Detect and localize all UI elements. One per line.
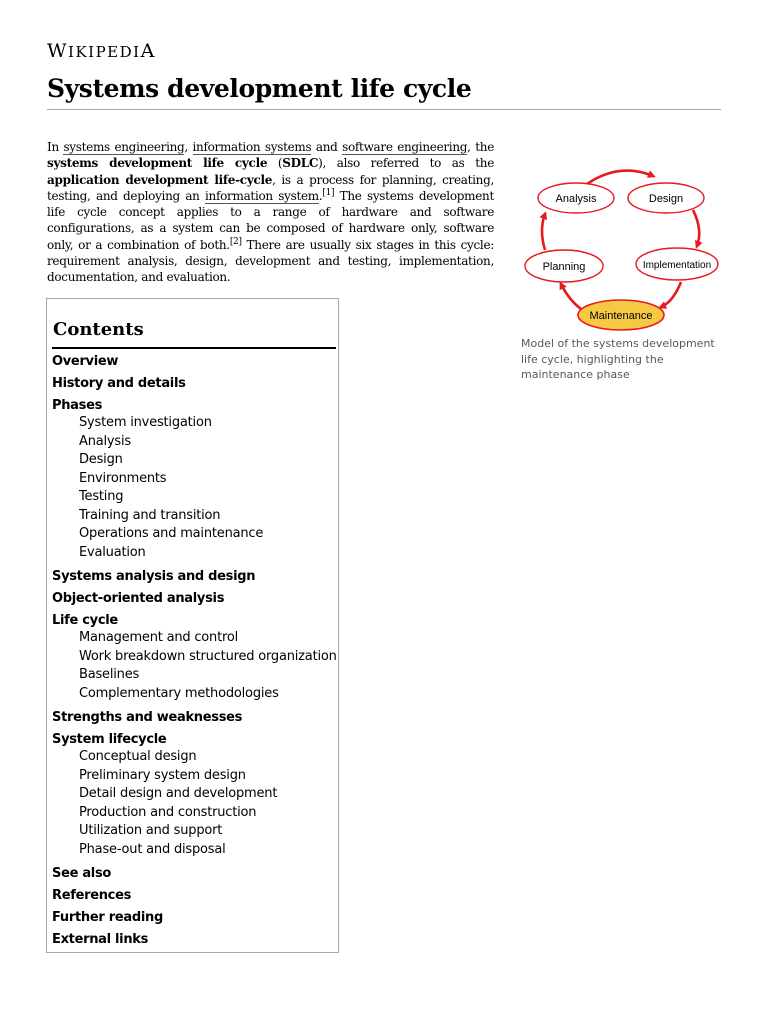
title-divider	[47, 109, 721, 110]
intro-paragraph	[47, 139, 494, 286]
toc-divider	[52, 347, 336, 349]
intro-text: The systems development life cycle concept applies to a range of hardware and software configurations, as a system can be composed of hardware only, software only, or a combination of both.	[47, 188, 494, 252]
stage-implementation-label: Implementation	[642, 260, 712, 271]
stage-design-label: Design	[648, 193, 684, 205]
toc-item[interactable]: Strengths and weaknesses	[52, 710, 243, 725]
stage-maintenance	[578, 300, 664, 330]
toc-item[interactable]: Further reading	[52, 910, 163, 925]
toc-subitem[interactable]: Utilization and support	[79, 823, 223, 838]
toc-item[interactable]: History and details	[52, 376, 186, 391]
intro-text: , is a process for planning, creating, testing, and deploying an	[47, 172, 494, 203]
intro-text: ,	[184, 140, 193, 154]
stage-analysis	[538, 183, 614, 213]
intro-text: ), also referred to as the	[318, 156, 494, 171]
intro-text: (	[267, 156, 283, 171]
intro-text: , the	[467, 140, 494, 154]
link-information-systems[interactable]: information systems	[192, 140, 312, 154]
toc-item[interactable]: References	[52, 888, 132, 903]
stage-analysis-label: Analysis	[555, 193, 597, 205]
link-systems-engineering[interactable]: systems engineering	[63, 140, 185, 154]
toc-subitem[interactable]: Design	[79, 452, 123, 467]
toc-item[interactable]: Systems analysis and design	[52, 569, 256, 584]
toc-item[interactable]: Overview	[52, 354, 119, 369]
sdlc-cycle-svg	[521, 164, 721, 334]
toc-subitem[interactable]: Operations and maintenance	[79, 526, 264, 541]
arrow-analysis-to-design	[587, 171, 653, 184]
toc-item[interactable]: Phases	[52, 398, 103, 413]
logo-letter-w: W	[47, 40, 69, 62]
toc-subitem[interactable]: Complementary methodologies	[79, 685, 279, 701]
citation-2[interactable]: [2]	[229, 236, 242, 247]
toc-item[interactable]: Life cycle	[52, 613, 118, 628]
toc-item[interactable]: Object-oriented analysis	[52, 591, 225, 606]
toc-subitem[interactable]: Production and construction	[79, 804, 257, 820]
toc-subitem[interactable]: Analysis	[79, 433, 131, 449]
arrow-design-to-implementation	[693, 210, 699, 246]
intro-text: In	[47, 140, 64, 154]
term-sdlc-abbr: SDLC	[282, 156, 319, 171]
stage-planning-label: Planning	[542, 261, 586, 273]
toc-subitem[interactable]: System investigation	[79, 415, 212, 430]
intro-text: There are usually six stages in this cycle: requirement analysis, design, development and testing, implementation, documentation, and evaluation.	[47, 237, 494, 285]
term-application-lifecycle: application development life-cycle	[47, 172, 273, 187]
stage-planning	[525, 250, 603, 282]
page-title: Systems development life cycle	[47, 74, 472, 103]
logo-letter-a: A	[140, 40, 156, 62]
term-sdlc: systems development life cycle	[47, 156, 268, 171]
link-information-system[interactable]: information system	[205, 188, 319, 203]
toc-subitem[interactable]: Management and control	[79, 630, 239, 645]
wikipedia-logo[interactable]	[47, 40, 156, 62]
toc-subitem[interactable]: Phase-out and disposal	[79, 841, 226, 857]
arrow-implementation-to-maintenance	[661, 282, 681, 307]
citation-1[interactable]: [1]	[322, 187, 335, 198]
toc-subitem[interactable]: Testing	[79, 489, 124, 504]
arrow-maintenance-to-planning	[561, 284, 581, 309]
toc-title: Contents	[53, 319, 144, 340]
toc-item[interactable]: System lifecycle	[52, 732, 167, 747]
figure-caption: Model of the systems development life cycle, highlighting the maintenance phase	[521, 337, 715, 381]
toc-subitem[interactable]: Detail design and development	[79, 786, 278, 801]
stage-maintenance-label: Maintenance	[589, 310, 653, 322]
table-of-contents	[46, 298, 339, 953]
toc-item[interactable]: See also	[52, 866, 112, 881]
stage-implementation	[636, 248, 718, 280]
arrow-planning-to-analysis	[542, 214, 545, 250]
toc-subitem[interactable]: Work breakdown structured organization	[79, 648, 337, 664]
stage-design	[628, 183, 704, 213]
toc-subitem[interactable]: Baselines	[79, 667, 140, 682]
toc-list	[52, 351, 340, 951]
toc-item[interactable]: External links	[52, 932, 149, 947]
toc-subitem[interactable]: Training and transition	[79, 507, 221, 523]
intro-text: and	[311, 140, 343, 154]
logo-middle: IKIPEDI	[68, 43, 141, 61]
sdlc-diagram[interactable]	[521, 164, 721, 334]
toc-subitem[interactable]: Preliminary system design	[79, 767, 246, 783]
toc-subitem[interactable]: Evaluation	[79, 544, 146, 560]
link-software-engineering[interactable]: software engineering	[342, 140, 468, 154]
toc-subitem[interactable]: Conceptual design	[79, 749, 197, 764]
intro-text: .	[318, 188, 323, 203]
toc-subitem[interactable]: Environments	[79, 470, 167, 486]
